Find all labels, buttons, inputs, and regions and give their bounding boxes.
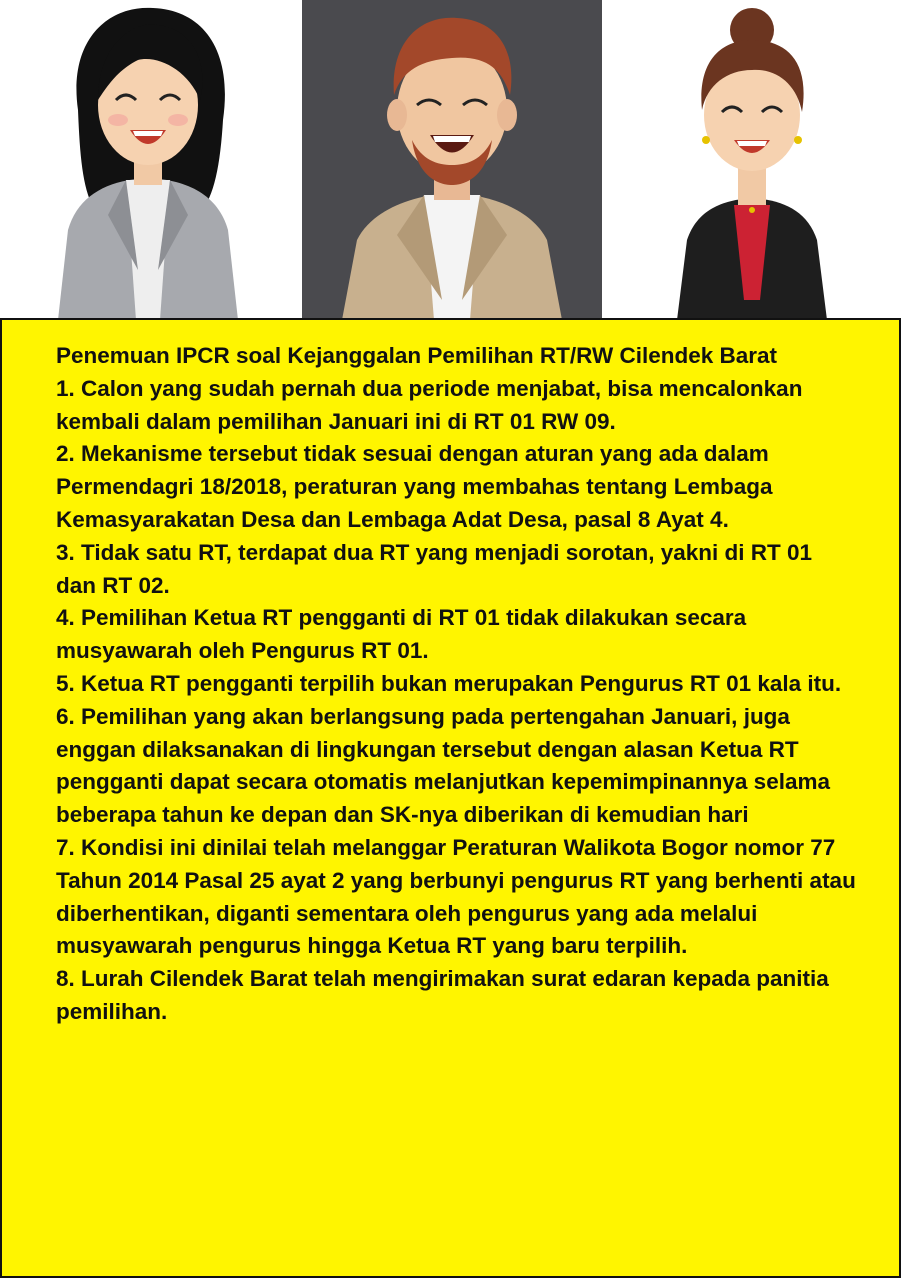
point-3: 3. Tidak satu RT, terdapat dua RT yang menjadi sorotan, yakni di RT 01 dan RT 02. [56, 539, 813, 598]
panel-title: Penemuan IPCR soal Kejanggalan Pemilihan RT/RW Cilendek Barat [56, 343, 778, 368]
point-4: 4. Pemilihan Ketua RT pengganti di RT 01 tidak dilakukan secara musyawarah oleh Pengurus RT 01. [56, 605, 747, 664]
point-2: 2. Mekanisme tersebut tidak sesuai dengan aturan yang ada dalam Permendagri 18/2018, peraturan yang membahas tentang Lembaga Kemasyarakatan Desa dan Lembaga Adat Desa, pasal 8 Ayat 4. [56, 441, 773, 532]
info-panel [0, 318, 901, 1278]
point-8: 8. Lurah Cilendek Barat telah mengirimakan surat edaran kepada panitia pemilihan. [56, 966, 829, 1024]
woman-long-hair-illustration [48, 0, 248, 320]
panel-text [56, 340, 856, 1029]
point-7: 7. Kondisi ini dinilai telah melanggar Peraturan Walikota Bogor nomor 77 Tahun 2014 Pasal 25 ayat 2 yang berbunyi pengurus RT yang berhenti atau diberhentikan, diganti sementara oleh pengurus yang ada melalui musyawarah pengurus hingga Ketua RT yang baru terpilih. [56, 834, 856, 959]
point-1: 1. Calon yang sudah pernah dua periode menjabat, bisa mencalonkan kembali dalam pemilihan Januari ini di RT 01 RW 09. [56, 375, 803, 434]
point-5: 5. Ketua RT pengganti terpilih bukan merupakan Pengurus RT 01 kala itu. [56, 670, 842, 696]
point-6: 6. Pemilihan yang akan berlangsung pada pertengahan Januari, juga enggan dilaksanakan di lingkungan tersebut dengan alasan Ketua RT pengganti dapat secara otomatis melanjutkan kepemimpinannya selama beberapa tahun ke depan dan SK-nya diberikan di kemudian hari [56, 703, 830, 828]
woman-bun-illustration [652, 0, 852, 320]
man-beard-illustration [302, 0, 602, 320]
illustration-row [0, 0, 905, 320]
